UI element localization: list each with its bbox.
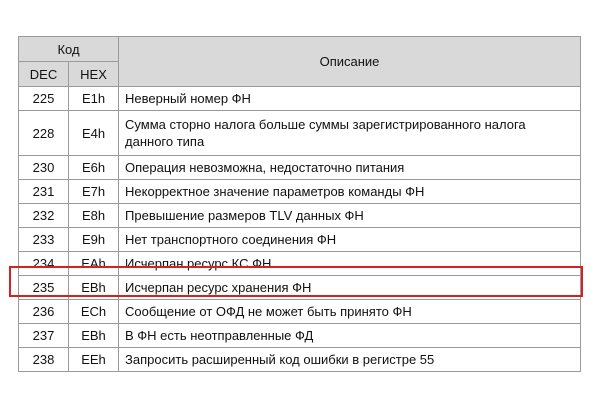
table-header bbox=[19, 37, 581, 87]
dec-header: DEC bbox=[19, 62, 69, 87]
description-cell: Превышение размеров TLV данных ФН bbox=[119, 204, 581, 228]
hex-cell: E1h bbox=[69, 87, 119, 111]
table-row bbox=[19, 228, 581, 252]
description-cell: Сообщение от ОФД не может быть принято ФН bbox=[119, 300, 581, 324]
hex-cell: E4h bbox=[69, 111, 119, 156]
table-body bbox=[19, 87, 581, 372]
table-row bbox=[19, 300, 581, 324]
description-cell: Сумма сторно налога больше суммы зарегистрированного налога данного типа bbox=[119, 111, 581, 156]
table-row bbox=[19, 252, 581, 276]
table-row bbox=[19, 204, 581, 228]
hex-cell: E7h bbox=[69, 180, 119, 204]
table-row bbox=[19, 87, 581, 111]
description-cell: Исчерпан ресурс хранения ФН bbox=[119, 276, 581, 300]
hex-cell: EAh bbox=[69, 252, 119, 276]
description-cell: Нет транспортного соединения ФН bbox=[119, 228, 581, 252]
hex-cell: EBh bbox=[69, 276, 119, 300]
table-row-highlighted bbox=[19, 276, 581, 300]
dec-cell: 233 bbox=[19, 228, 69, 252]
dec-cell: 237 bbox=[19, 324, 69, 348]
hex-cell: E6h bbox=[69, 156, 119, 180]
table-row bbox=[19, 348, 581, 372]
description-cell: В ФН есть неотправленные ФД bbox=[119, 324, 581, 348]
dec-cell: 234 bbox=[19, 252, 69, 276]
dec-cell: 230 bbox=[19, 156, 69, 180]
hex-cell: E9h bbox=[69, 228, 119, 252]
table-row bbox=[19, 324, 581, 348]
hex-cell: EEh bbox=[69, 348, 119, 372]
table-row bbox=[19, 111, 581, 156]
hex-cell: ECh bbox=[69, 300, 119, 324]
table-row bbox=[19, 156, 581, 180]
description-header: Описание bbox=[119, 37, 581, 87]
error-code-table bbox=[18, 36, 581, 372]
description-cell: Исчерпан ресурс КС ФН bbox=[119, 252, 581, 276]
code-group-header: Код bbox=[19, 37, 119, 62]
hex-cell: EBh bbox=[69, 324, 119, 348]
description-cell: Неверный номер ФН bbox=[119, 87, 581, 111]
dec-cell: 225 bbox=[19, 87, 69, 111]
description-cell: Запросить расширенный код ошибки в регистре 55 bbox=[119, 348, 581, 372]
dec-cell: 236 bbox=[19, 300, 69, 324]
description-cell: Некорректное значение параметров команды ФН bbox=[119, 180, 581, 204]
description-cell: Операция невозможна, недостаточно питания bbox=[119, 156, 581, 180]
table-row bbox=[19, 180, 581, 204]
dec-cell: 228 bbox=[19, 111, 69, 156]
dec-cell: 231 bbox=[19, 180, 69, 204]
hex-cell: E8h bbox=[69, 204, 119, 228]
dec-cell: 232 bbox=[19, 204, 69, 228]
hex-header: HEX bbox=[69, 62, 119, 87]
dec-cell: 238 bbox=[19, 348, 69, 372]
dec-cell: 235 bbox=[19, 276, 69, 300]
